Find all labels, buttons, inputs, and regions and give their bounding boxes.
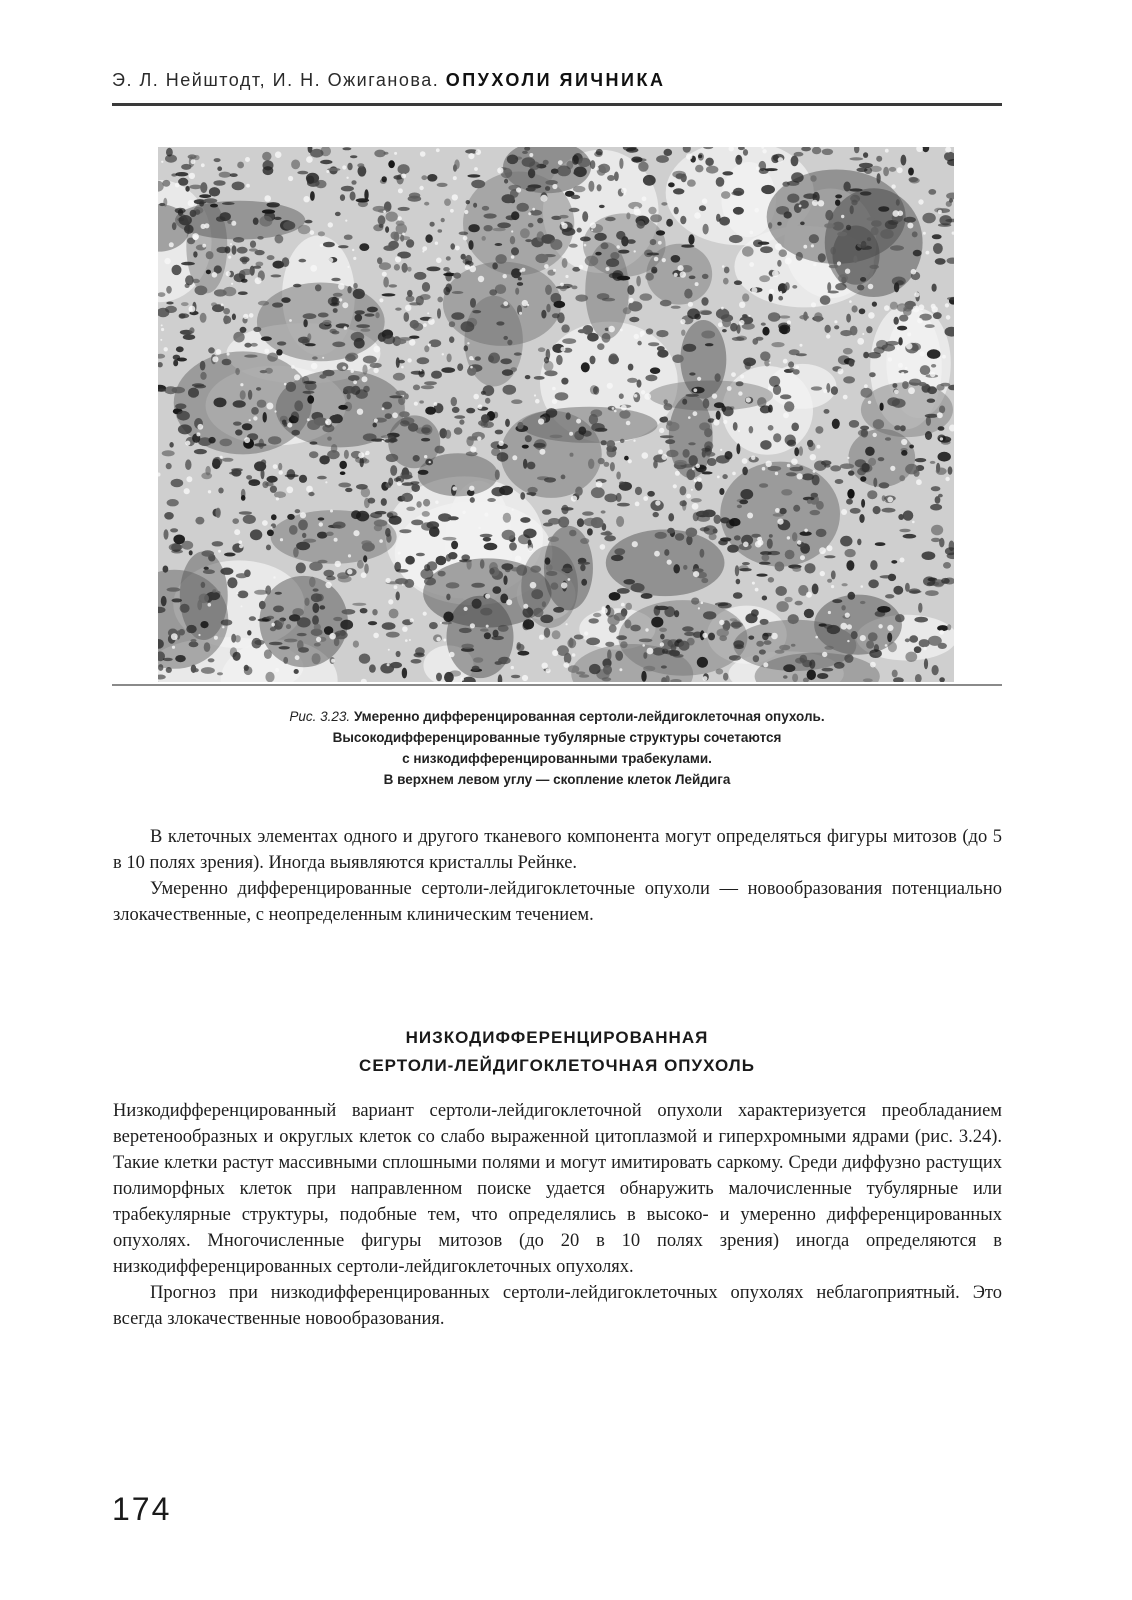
paragraph: В клеточных элементах одного и другого тканевого компонента могут определяться фигуры митозов (до 5 в 10 полях зрения). Иногда выявляются кристаллы Рейнке. (113, 827, 1002, 873)
paragraph: Низкодифференцированный вариант сертоли-лейдигоклеточной опухоли характеризуется преобладанием веретенообразных и округлых клеток со слабо выраженной цитоплазмой и гиперхромными ядрами (рис. 3.24). Такие клетки растут массивными сплошными полями и могут имитировать саркому. Среди диффузно растущих полиморфных клеток при направленном поиске удается обнаружить малочисленные тубулярные или трабекулярные структуры, подобные тем, что определялись в высоко- и умеренно дифференцированных опухолях. Многочисленные фигуры митозов (до 20 в 10 полях зрения) иногда определяются в низкодифференцированных сертоли-лейдигоклеточных опухолях. (113, 1101, 1002, 1277)
header-authors: Э. Л. Нейштодт, И. Н. Ожиганова. (112, 70, 440, 90)
section-heading-line: СЕРТОЛИ-ЛЕЙДИГОКЛЕТОЧНАЯ ОПУХОЛЬ (359, 1056, 755, 1075)
body-text-bottom (113, 1098, 1002, 1332)
caption-line: В верхнем левом углу — скопление клеток Лейдига (383, 772, 731, 787)
body-text-top (113, 824, 1002, 928)
caption-line (112, 706, 1002, 727)
section-heading-line: НИЗКОДИФФЕРЕНЦИРОВАННАЯ (405, 1028, 709, 1047)
micrograph-image (158, 147, 954, 682)
caption-line-text: Умеренно дифференцированная сертоли-лейдигоклеточная опухоль. (353, 709, 825, 724)
micrograph-figure (158, 147, 954, 682)
paragraph: Прогноз при низкодифференцированных сертоли-лейдигоклеточных опухолях неблагоприятный. Это всегда злокачественные новообразования. (113, 1283, 1002, 1329)
running-header (112, 70, 1002, 100)
page-number: 174 (112, 1491, 172, 1527)
header-divider (112, 103, 1002, 106)
caption-line: Высокодифференцированные тубулярные структуры сочетаются (332, 730, 782, 745)
paragraph: Умеренно дифференцированные сертоли-лейдигоклеточные опухоли — новообразования потенциально злокачественные, с неопределенным клиническим течением. (113, 879, 1002, 925)
caption-line: с низкодифференцированными трабекулами. (402, 751, 712, 766)
section-heading (112, 1024, 1002, 1080)
figure-divider (112, 684, 1002, 686)
figure-caption (112, 706, 1002, 790)
header-book-title: ОПУХОЛИ ЯИЧНИКА (445, 70, 666, 90)
caption-label: Рис. 3.23. (289, 709, 351, 724)
